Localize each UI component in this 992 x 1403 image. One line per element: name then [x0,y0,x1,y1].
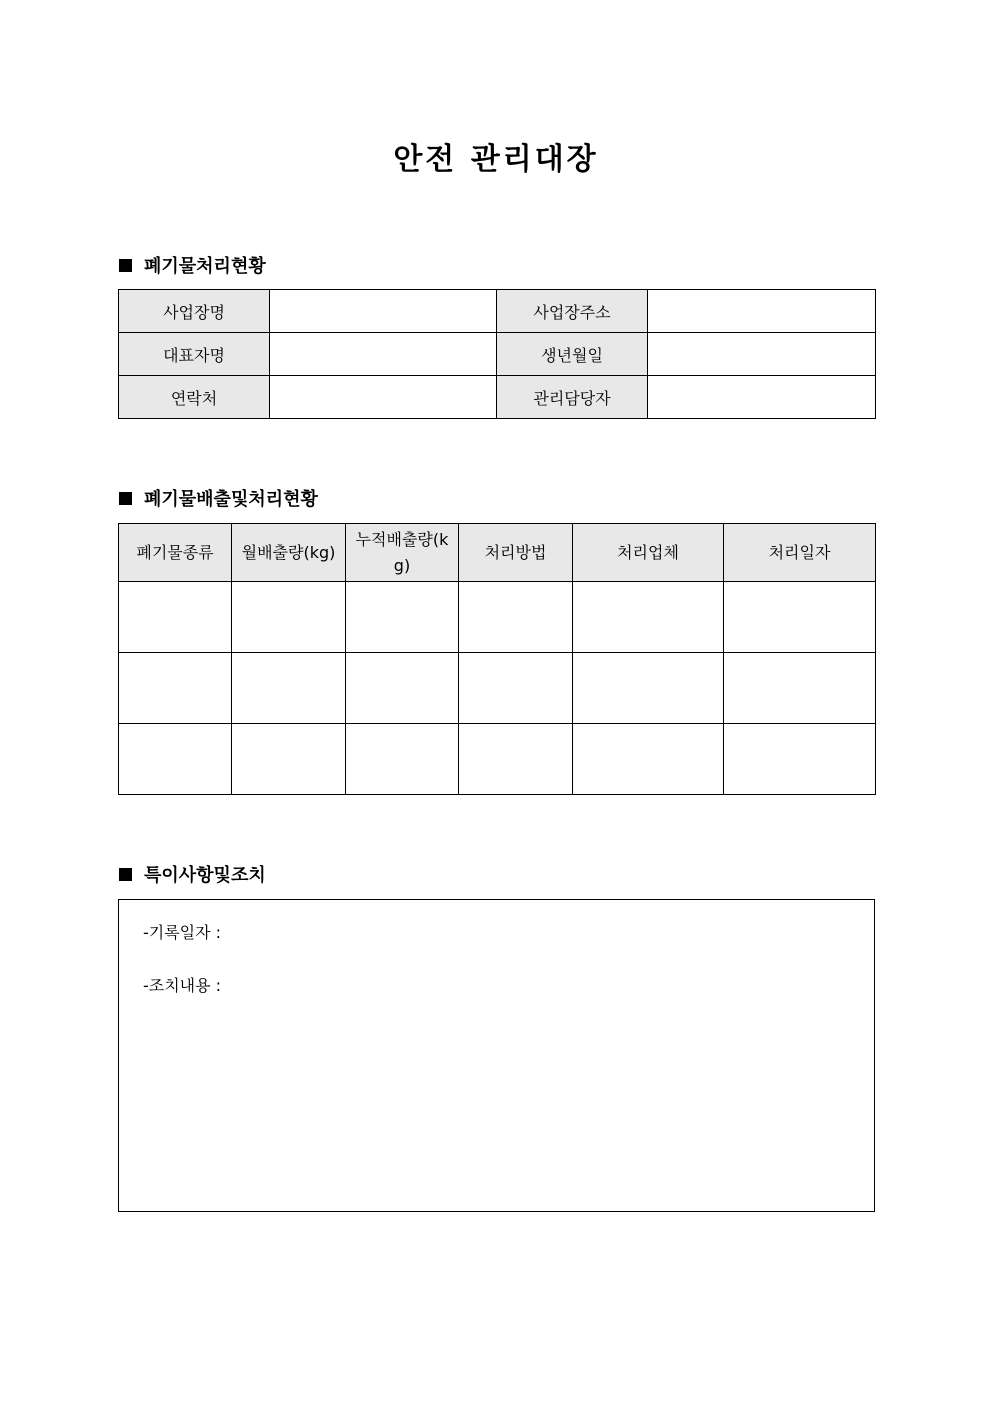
table-row [119,582,876,653]
label-business-name: 사업장명 [119,290,270,333]
label-contact: 연락처 [119,376,270,419]
table-cell[interactable] [232,653,346,724]
table-cell[interactable] [346,653,459,724]
section-heading-waste-status [119,253,266,277]
input-birth-date[interactable] [648,333,876,376]
label-manager: 관리담당자 [497,376,648,419]
table-cell[interactable] [724,724,876,795]
record-date-label: -기록일자 : [143,923,222,942]
table-cell[interactable] [573,653,724,724]
header-cumulative-discharge: 누적배출량(kg) [346,524,459,582]
table-header-row [119,524,876,582]
input-representative[interactable] [270,333,497,376]
table-cell[interactable] [346,724,459,795]
table-cell[interactable] [724,653,876,724]
table-cell[interactable] [459,653,573,724]
section-heading-label: 폐기물배출및처리현황 [144,489,318,510]
section-heading-discharge-status [119,486,318,510]
label-birth-date: 생년월일 [497,333,648,376]
header-treatment-date: 처리일자 [724,524,876,582]
notes-box[interactable] [118,899,875,1212]
header-waste-type: 폐기물종류 [119,524,232,582]
table-cell[interactable] [573,724,724,795]
table-row [119,376,876,419]
section-heading-label: 폐기물처리현황 [144,256,266,277]
table-row [119,333,876,376]
table-row [119,290,876,333]
table-cell[interactable] [232,582,346,653]
header-monthly-discharge: 월배출량(kg) [232,524,346,582]
table-cell[interactable] [459,724,573,795]
table-cell[interactable] [459,582,573,653]
input-business-name[interactable] [270,290,497,333]
header-treatment-method: 처리방법 [459,524,573,582]
header-treatment-company: 처리업체 [573,524,724,582]
table-cell[interactable] [346,582,459,653]
table-cell[interactable] [119,582,232,653]
section-heading-notes [119,862,266,886]
table-cell[interactable] [119,724,232,795]
page-title: 안전 관리대장 [393,142,599,177]
input-contact[interactable] [270,376,497,419]
square-bullet-icon [119,868,132,881]
input-business-address[interactable] [648,290,876,333]
table-cell[interactable] [232,724,346,795]
square-bullet-icon [119,259,132,272]
input-manager[interactable] [648,376,876,419]
table-cell[interactable] [724,582,876,653]
label-representative: 대표자명 [119,333,270,376]
section-heading-label: 특이사항및조치 [144,865,266,886]
label-business-address: 사업장주소 [497,290,648,333]
table-row [119,724,876,795]
table-cell[interactable] [119,653,232,724]
square-bullet-icon [119,492,132,505]
waste-discharge-table [118,523,876,795]
table-cell[interactable] [573,582,724,653]
business-info-table [118,289,876,419]
action-content-label: -조치내용 : [143,976,222,995]
table-row [119,653,876,724]
